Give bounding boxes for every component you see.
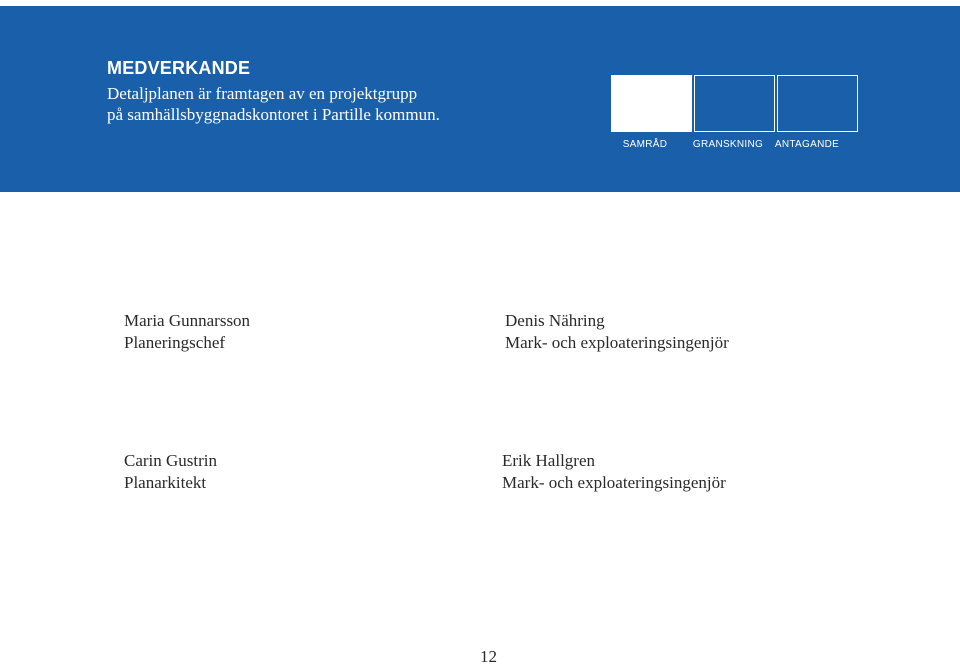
person-role: Planeringschef — [124, 333, 226, 352]
stage-label-antagande: ANTAGANDE — [774, 139, 840, 150]
person-role: Mark- och exploateringsingenjör — [505, 333, 729, 352]
person-card — [124, 310, 250, 354]
person-card — [124, 450, 217, 494]
intro-line-2: på samhällsbyggnadskontoret i Partille kommun. — [107, 105, 440, 124]
person-card — [505, 310, 729, 354]
person-name: Denis Nähring — [505, 311, 605, 330]
person-card — [502, 450, 726, 494]
stage-box-antagande — [777, 75, 858, 132]
section-title: MEDVERKANDE — [107, 58, 251, 78]
intro-line-1: Detaljplanen är framtagen av en projektgrupp — [107, 84, 418, 103]
stage-label-samrad: SAMRÅD — [622, 139, 668, 150]
person-role: Planarkitekt — [124, 473, 207, 492]
person-name: Erik Hallgren — [502, 451, 595, 470]
stage-box-granskning — [694, 75, 775, 132]
stage-box-samrad — [611, 75, 692, 132]
person-role: Mark- och exploateringsingenjör — [502, 473, 726, 492]
person-name: Carin Gustrin — [124, 451, 218, 470]
person-name: Maria Gunnarsson — [124, 311, 251, 330]
page-number: 12 — [480, 647, 497, 666]
stage-label-granskning: GRANSKNING — [692, 139, 764, 150]
